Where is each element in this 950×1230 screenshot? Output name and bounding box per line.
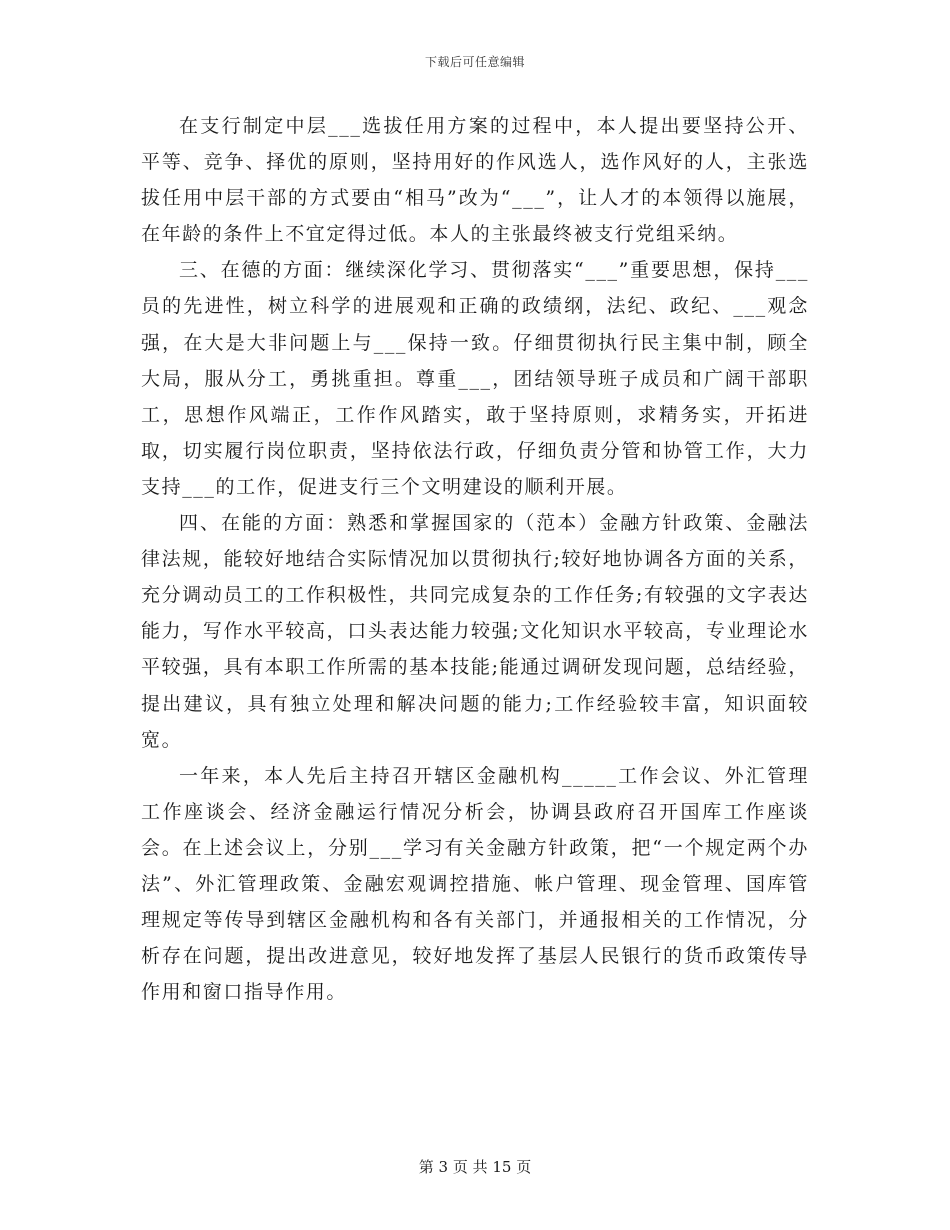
paragraph-1: 在支行制定中层___选拔任用方案的过程中，本人提出要坚持公开、平等、竞争、择优的原则，坚持用好的作风选人，选作风好的人，主张选拔任用中层干部的方式要由“相马”改为“___”，让人才的本领得以施展，在年龄的条件上不宜定得过低。本人的主张最终被支行党组采纳。 bbox=[141, 115, 809, 246]
page-header: 下载后可任意编辑 bbox=[424, 55, 525, 69]
document-body bbox=[141, 108, 809, 1010]
page-number-footer: 第 3 页 共 15 页 bbox=[418, 1158, 532, 1176]
paragraph-4: 一年来，本人先后主持召开辖区金融机构_____工作会议、外汇管理工作座谈会、经济金融运行情况分析会，协调县政府召开国库工作座谈会。在上述会议上，分别___学习有关金融方针政策，把“一个规定两个办法”、外汇管理政策、金融宏观调控措施、帐户管理、现金管理、国库管理规定等传导到辖区金融机构和各有关部门，并通报相关的工作情况，分析存在问题，提出改进意见，较好地发挥了基层人民银行的货币政策传导作用和窗口指导作用。 bbox=[141, 764, 809, 1004]
paragraph-2: 三、在德的方面：继续深化学习、贯彻落实“___”重要思想，保持___员的先进性，树立科学的进展观和正确的政绩纲，法纪、政纪、___观念强，在大是大非问题上与___保持一致。仔细贯彻执行民主集中制，顾全大局，服从分工，勇挑重担。尊重___，团结领导班子成员和广阔干部职工，思想作风端正，工作作风踏实，敢于坚持原则，求精务实，开拓进取，切实履行岗位职责，坚持依法行政，仔细负责分管和协管工作，大力支持___的工作，促进支行三个文明建设的顺利开展。 bbox=[141, 259, 809, 498]
paragraph-3: 四、在能的方面：熟悉和掌握国家的（范本）金融方针政策、金融法律法规，能较好地结合实际情况加以贯彻执行;较好地协调各方面的关系，充分调动员工的工作积极性，共同完成复杂的工作任务;有较强的文字表达能力，写作水平较高，口头表达能力较强;文化知识水平较高，专业理论水平较强，具有本职工作所需的基本技能;能通过调研发现问题，总结经验，提出建议，具有独立处理和解决问题的能力;工作经验较丰富，知识面较宽。 bbox=[141, 512, 809, 751]
